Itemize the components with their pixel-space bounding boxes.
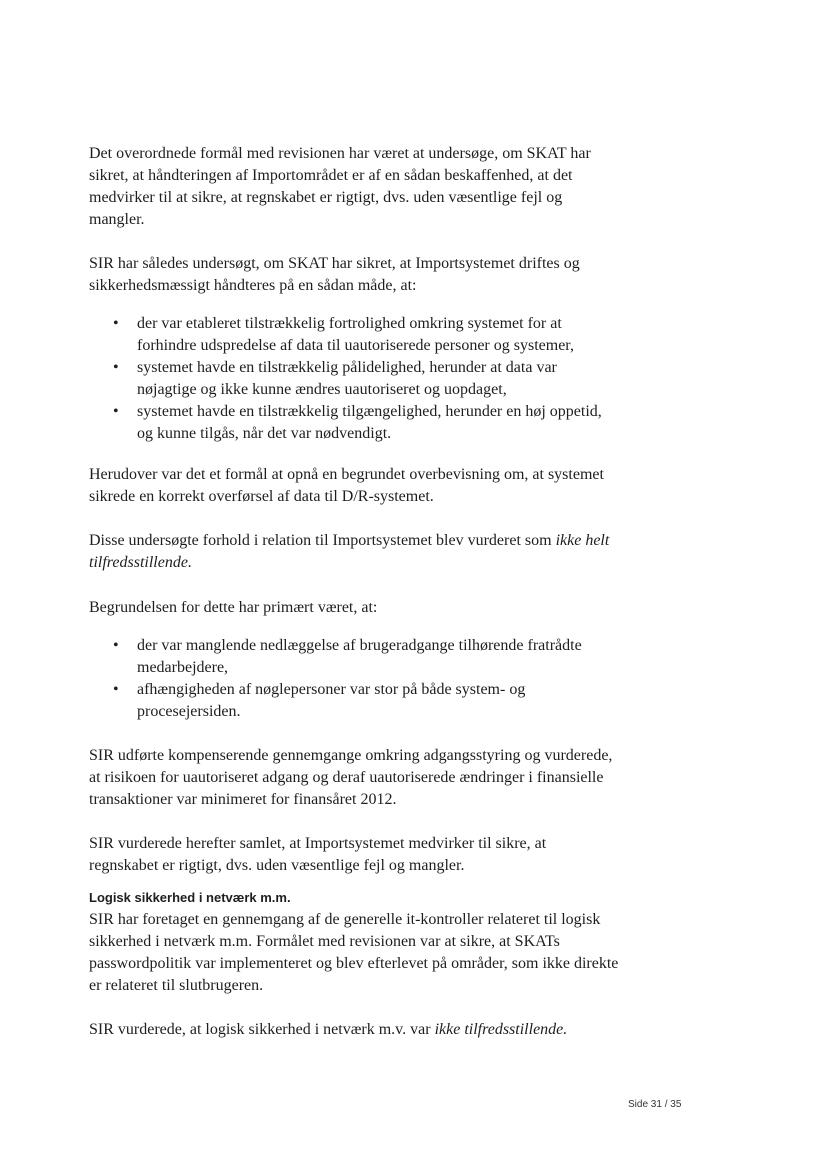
paragraph-logisk-gennemgang: SIR har foretaget en gennemgang af de generelle it-kontroller relateret til logisk sikkerhed i netværk m.m. Formålet med revisionen var at sikre, at SKATs passwordpolitik var implementeret og blev efterlevet på områder, som ikke direkte er relateret til slutbrugeren. bbox=[89, 911, 619, 994]
logisk-vurdering-text: SIR vurderede, at logisk sikkerhed i netværk m.v. var bbox=[89, 1021, 435, 1038]
paragraph-logisk-vurdering bbox=[89, 1019, 619, 1041]
paragraph-intro: Det overordnede formål med revisionen har været at undersøge, om SKAT har sikret, at håndteringen af Importområdet er af en sådan beskaffenhed, at det medvirker til at sikre, at regnskabet er rigtigt, dvs. uden væsentlige fejl og mangler. bbox=[89, 145, 591, 228]
list-item: • systemet havde en tilstrækkelig pålidelighed, herunder at data var nøjagtige og ikke kunne ændres uautoriseret og uopdaget, bbox=[89, 357, 619, 401]
list-item: • der var manglende nedlæggelse af brugeradgange tilhørende fratrådte medarbejdere, bbox=[89, 635, 619, 679]
logisk-vurdering-conclusion: ikke tilfredsstillende. bbox=[434, 1021, 568, 1038]
vurderet-text: Disse undersøgte forhold i relation til Importsystemet blev vurderet som bbox=[89, 532, 556, 549]
list-item: • afhængigheden af nøglepersoner var stor på både system- og procesejersiden. bbox=[89, 679, 619, 723]
bullet-list-reasons bbox=[89, 635, 619, 723]
paragraph-vurderet bbox=[89, 530, 619, 574]
page-content bbox=[89, 143, 619, 1041]
section-heading-logisk-sikkerhed: Logisk sikkerhed i netværk m.m. bbox=[89, 890, 291, 905]
paragraph-herudover: Herudover var det et formål at opnå en begrundet overbevisning om, at systemet sikrede en korrekt overførsel af data til D/R-systemet. bbox=[89, 466, 604, 505]
paragraph-sir-undersoegt: SIR har således undersøgt, om SKAT har sikret, at Importsystemet driftes og sikkerhedsmæssigt håndteres på en sådan måde, at: bbox=[89, 255, 580, 294]
paragraph-kompenserende: SIR udførte kompenserende gennemgange omkring adgangsstyring og vurderede, at risikoen for uautoriseret adgang og deraf uautoriserede ændringer i finansielle transaktioner var minimeret for finansåret 2012. bbox=[89, 747, 613, 808]
paragraph-begrundelse: Begrundelsen for dette har primært været, at: bbox=[89, 599, 378, 616]
page-number: Side 31 / 35 bbox=[628, 1099, 682, 1110]
bullet-list-system-requirements bbox=[89, 313, 619, 445]
list-item: • der var etableret tilstrækkelig fortrolighed omkring systemet for at forhindre udspredelse af data til uautoriserede personer og systemer, bbox=[89, 313, 619, 357]
paragraph-samlet: SIR vurderede herefter samlet, at Importsystemet medvirker til sikre, at regnskabet er rigtigt, dvs. uden væsentlige fejl og mangler. bbox=[89, 835, 547, 874]
list-item: • systemet havde en tilstrækkelig tilgængelighed, herunder en høj oppetid, og kunne tilgås, når det var nødvendigt. bbox=[89, 401, 619, 445]
vurderet-conclusion: ikke helt tilfredsstillende. bbox=[89, 532, 610, 571]
